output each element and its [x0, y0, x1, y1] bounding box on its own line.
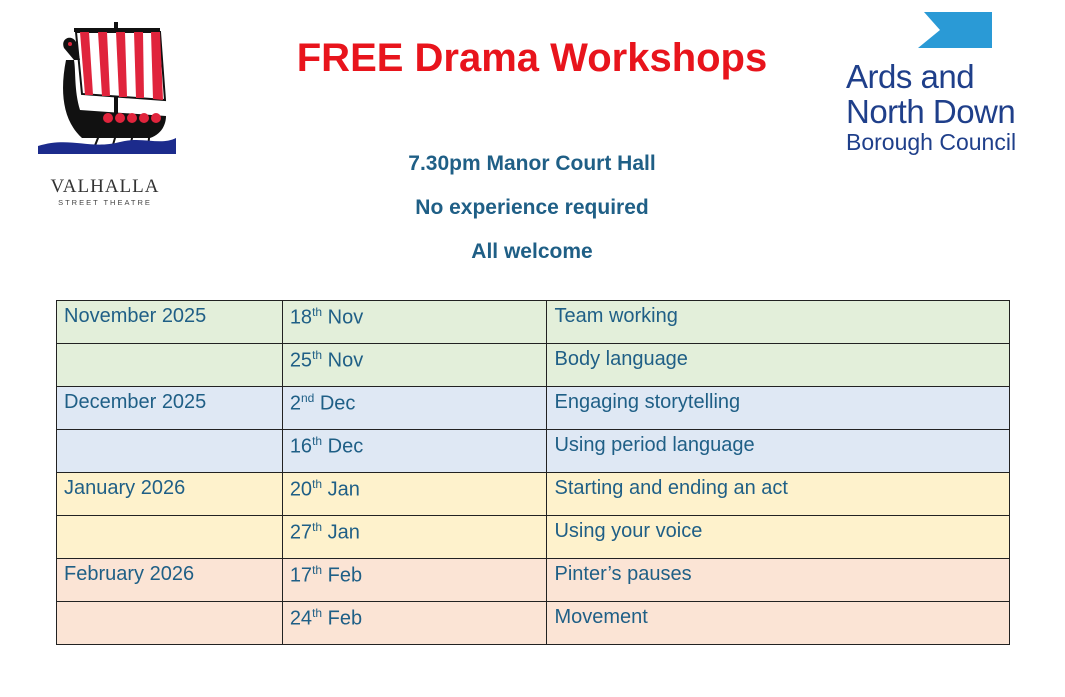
valhalla-subtitle: STREET THEATRE	[58, 198, 152, 207]
month-cell	[57, 430, 283, 473]
date-cell: 16th Dec	[282, 430, 547, 473]
month-cell: December 2025	[57, 387, 283, 430]
table-row	[57, 602, 1010, 645]
date-cell: 25th Nov	[282, 344, 547, 387]
valhalla-name: VALHALLA	[50, 176, 160, 197]
table-row	[57, 344, 1010, 387]
date-cell: 20th Jan	[282, 473, 547, 516]
info-experience: No experience required	[415, 196, 649, 219]
date-cell: 24th Feb	[282, 602, 547, 645]
topic-cell: Using period language	[547, 430, 1010, 473]
viking-ship-icon	[30, 20, 180, 170]
council-name-line1: Ards and	[846, 58, 975, 95]
council-name-line2: North Down	[846, 93, 1016, 130]
table-row	[57, 301, 1010, 344]
date-cell: 2nd Dec	[282, 387, 547, 430]
topic-cell: Team working	[547, 301, 1010, 344]
topic-cell: Movement	[547, 602, 1010, 645]
month-cell: January 2026	[57, 473, 283, 516]
month-cell	[57, 516, 283, 559]
month-cell	[57, 344, 283, 387]
topic-cell: Pinter’s pauses	[547, 559, 1010, 602]
table-row	[57, 516, 1010, 559]
council-chevron-icon	[840, 8, 1055, 58]
date-cell: 17th Feb	[282, 559, 547, 602]
date-cell: 18th Nov	[282, 301, 547, 344]
month-cell: November 2025	[57, 301, 283, 344]
info-venue: 7.30pm Manor Court Hall	[408, 152, 656, 175]
topic-cell: Body language	[547, 344, 1010, 387]
council-name-line3: Borough Council	[846, 129, 1017, 155]
table-row	[57, 387, 1010, 430]
council-logo	[840, 8, 1055, 168]
table-row	[57, 430, 1010, 473]
info-welcome: All welcome	[471, 240, 593, 263]
schedule-table	[56, 300, 1010, 645]
date-cell: 27th Jan	[282, 516, 547, 559]
page-title: FREE Drama Workshops	[296, 36, 768, 80]
topic-cell: Engaging storytelling	[547, 387, 1010, 430]
month-cell: February 2026	[57, 559, 283, 602]
month-cell	[57, 602, 283, 645]
topic-cell: Using your voice	[547, 516, 1010, 559]
topic-cell: Starting and ending an act	[547, 473, 1010, 516]
valhalla-logo	[30, 20, 180, 210]
table-row	[57, 473, 1010, 516]
table-row	[57, 559, 1010, 602]
